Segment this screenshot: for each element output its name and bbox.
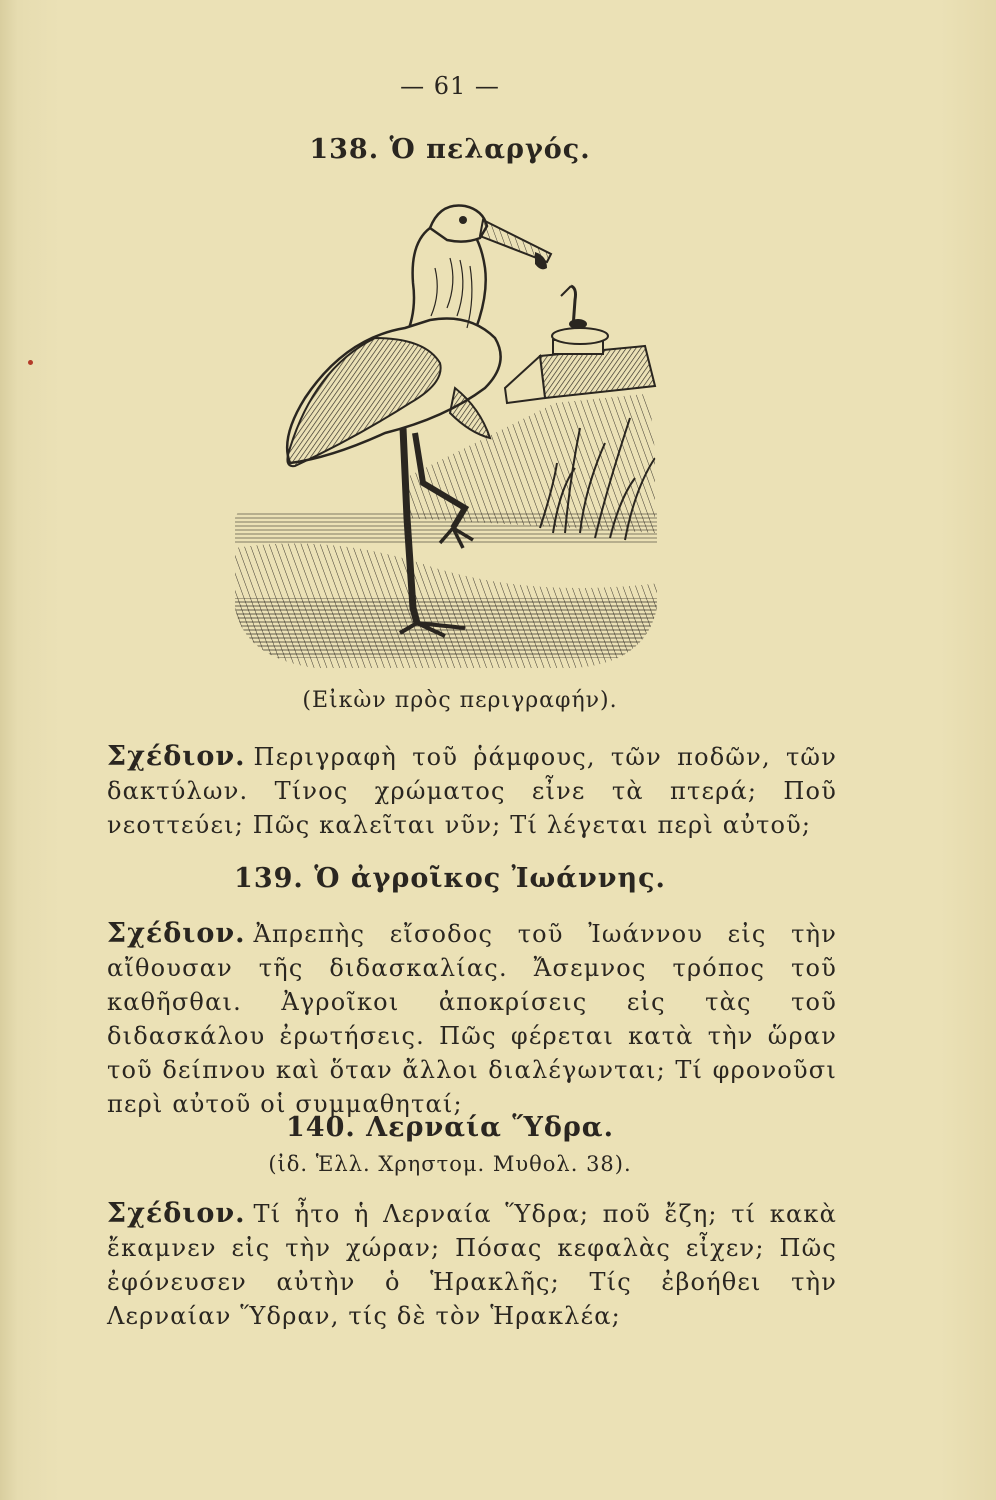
page-number: — 61 — <box>400 72 500 100</box>
plan-label: Σχέδιον. <box>107 741 246 772</box>
stork-illustration <box>235 188 660 680</box>
farmhouse <box>505 286 655 403</box>
plan-text: Τί ἦτο ἡ Λερναία Ὕδρα; ποῦ ἔζη; τί κακὰ ἔκαμνεν εἰς τὴν χώραν; Πόσας κεφαλὰς εἶχεν; Πῶς ἐφόνευσεν αὐτὴν ὁ Ἡρακλῆς; Τίς ἐβοήθει τὴν Λερναίαν Ὕδραν, τίς δὲ τὸν Ἡρακλέα; <box>107 1200 837 1330</box>
section-140-plan <box>107 1197 837 1333</box>
section-138-heading: 138. Ὁ πελαργός. <box>309 134 591 165</box>
plan-label: Σχέδιον. <box>107 918 246 949</box>
plan-text: Ἀπρεπὴς εἴσοδος τοῦ Ἰωάννου εἰς τὴν αἴθουσαν τῆς διδασκαλίας. Ἄσεμνος τρόπος τοῦ καθῆσθαι. Ἀγροῖκοι ἀποκρίσεις εἰς τὰς τοῦ διδασκάλου ἐρωτήσεις. Πῶς φέρεται κατὰ τὴν ὥραν τοῦ δείπνου καὶ ὅταν ἄλλοι διαλέγωνται; Τί φρονοῦσι περὶ αὐτοῦ οἱ συμμαθηταί; <box>107 920 837 1118</box>
section-139-plan <box>107 917 837 1121</box>
section-140-heading: 140. Λερναία Ὕδρα. <box>286 1112 614 1143</box>
section-140-reference: (ἰδ. Ἑλλ. Χρηστομ. Μυθολ. 38). <box>268 1152 632 1176</box>
section-138-plan <box>107 740 837 842</box>
ink-spot <box>28 360 33 365</box>
plan-label: Σχέδιον. <box>107 1198 246 1229</box>
plan-text: Περιγραφὴ τοῦ ῥάμφους, τῶν ποδῶν, τῶν δακτύλων. Τίνος χρώματος εἶνε τὰ πτερά; Ποῦ νεοττεύει; Πῶς καλεῖται νῦν; Τί λέγεται περὶ αὐτοῦ; <box>107 743 837 839</box>
illustration-caption: (Εἰκὼν πρὸς περιγραφήν). <box>302 688 618 713</box>
section-139-heading: 139. Ὁ ἀγροῖκος Ἰωάννης. <box>234 863 666 894</box>
